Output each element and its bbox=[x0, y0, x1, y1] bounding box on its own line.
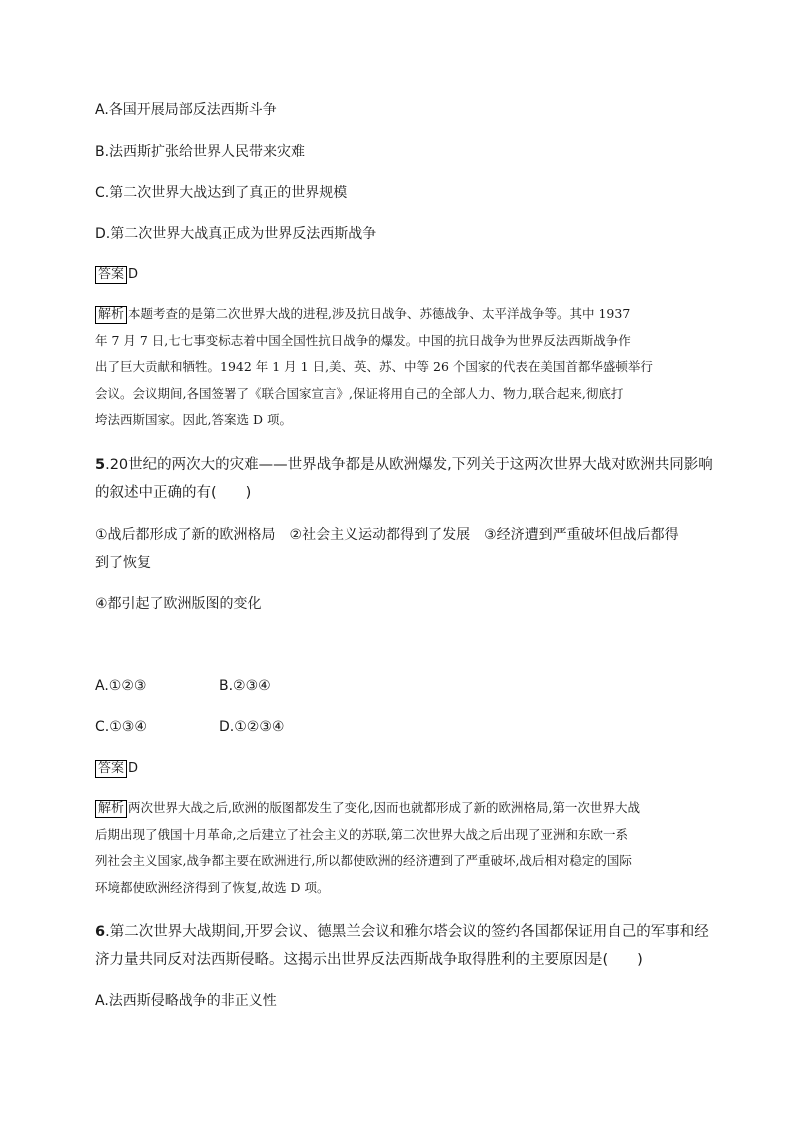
question-number: 6 bbox=[95, 924, 106, 940]
q4-answer bbox=[95, 264, 138, 285]
answer-value: D bbox=[128, 761, 139, 776]
answer-tag: 答案 bbox=[95, 266, 127, 284]
q5-explanation-line-4: 环境都使欧洲经济得到了恢复,故选 D 项。 bbox=[95, 880, 330, 895]
q4-explanation-line-1 bbox=[95, 304, 630, 324]
q4-option-a: A.各国开展局部反法西斯斗争 bbox=[95, 102, 277, 118]
q5-statement-line-1: ①战后都形成了新的欧洲格局 ②社会主义运动都得到了发展 ③经济遭到严重破坏但战后都得 bbox=[95, 527, 679, 543]
q6-stem-text: .第二次世界大战期间,开罗会议、德黑兰会议和雅尔塔会议的签约各国都保证用自己的军事和经 bbox=[105, 924, 709, 940]
q5-option-b: B.②③④ bbox=[219, 678, 271, 694]
q5-explanation-line-3: 列社会主义国家,战争都主要在欧洲进行,所以都使欧洲的经济遭到了严重破坏,战后相对稳定的国际 bbox=[95, 853, 632, 868]
q5-statement-line-3: ④都引起了欧洲版图的变化 bbox=[95, 596, 262, 612]
q5-stem-line-1 bbox=[95, 455, 713, 475]
q6-stem-line-1 bbox=[95, 922, 709, 942]
explanation-tag: 解析 bbox=[95, 800, 127, 818]
q4-option-c: C.第二次世界大战达到了真正的世界规模 bbox=[95, 185, 348, 201]
q5-option-c: C.①③④ bbox=[95, 719, 147, 735]
q5-stem-text: .20世纪的两次大的灾难——世界战争都是从欧洲爆发,下列关于这两次世界大战对欧洲共同影响 bbox=[105, 457, 713, 473]
q4-explanation-line-4: 会议。会议期间,各国签署了《联合国家宣言》,保证将用自己的全部人力、物力,联合起来,彻底打 bbox=[95, 386, 624, 401]
question-number: 5 bbox=[95, 457, 106, 473]
q5-option-a: A.①②③ bbox=[95, 678, 147, 694]
q5-stem-line-2: 的叙述中正确的有( ) bbox=[95, 485, 252, 501]
q4-option-b: B.法西斯扩张给世界人民带来灾难 bbox=[95, 144, 306, 160]
explanation-tag: 解析 bbox=[95, 306, 127, 324]
q4-explanation-line-3: 出了巨大贡献和牺牲。1942 年 1 月 1 日,美、英、苏、中等 26 个国家的代表在美国首都华盛顿举行 bbox=[95, 359, 653, 374]
q4-explanation-line-5: 垮法西斯国家。因此,答案选 D 项。 bbox=[95, 412, 292, 427]
q5-answer bbox=[95, 758, 138, 779]
explanation-text: 两次世界大战之后,欧洲的版图都发生了变化,因而也就都形成了新的欧洲格局,第一次世界大战 bbox=[128, 800, 640, 815]
explanation-text: 本题考查的是第二次世界大战的进程,涉及抗日战争、苏德战争、太平洋战争等。其中 1937 bbox=[128, 306, 631, 321]
q5-statement-line-2: 到了恢复 bbox=[95, 555, 151, 571]
q4-explanation-line-2: 年 7 月 7 日,七七事变标志着中国全国性抗日战争的爆发。中国的抗日战争为世界反法西斯战争作 bbox=[95, 333, 631, 348]
q5-explanation-line-2: 后期出现了俄国十月革命,之后建立了社会主义的苏联,第二次世界大战之后出现了亚洲和东欧一系 bbox=[95, 827, 628, 842]
answer-value: D bbox=[128, 267, 139, 282]
q4-option-d: D.第二次世界大战真正成为世界反法西斯战争 bbox=[95, 226, 377, 242]
q5-explanation-line-1 bbox=[95, 798, 640, 818]
q5-option-d: D.①②③④ bbox=[219, 719, 285, 735]
answer-tag: 答案 bbox=[95, 760, 127, 778]
q6-stem-line-2: 济力量共同反对法西斯侵略。这揭示出世界反法西斯战争取得胜利的主要原因是( ) bbox=[95, 952, 643, 968]
q6-option-a: A.法西斯侵略战争的非正义性 bbox=[95, 993, 277, 1009]
